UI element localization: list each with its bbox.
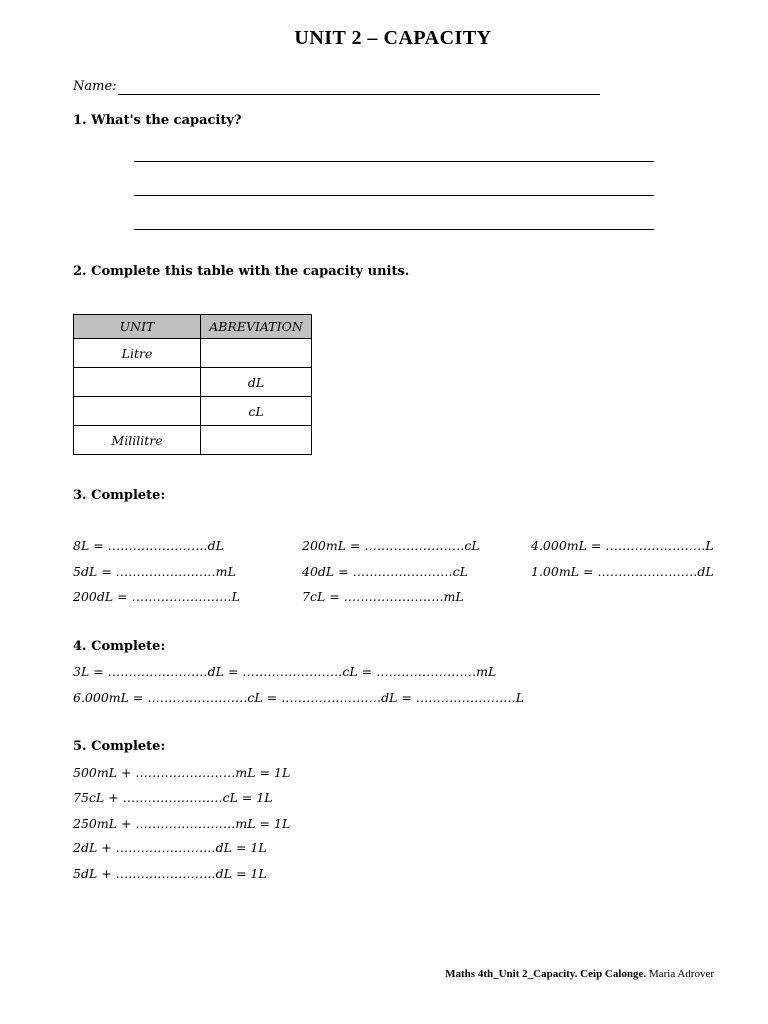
table-cutoff-mask: [70, 455, 320, 469]
question-5-label: 5. Complete:: [73, 739, 166, 754]
unit-cell[interactable]: [74, 368, 201, 397]
exercise-item: 7cL = ……………………mL: [302, 589, 464, 604]
question-2-label: 2. Complete this table with the capacity units.: [73, 264, 410, 279]
exercise-item: 3L = ……………………dL = ……………………cL = ……………………mL: [73, 664, 497, 679]
exercise-item: 8L = ……………………dL: [73, 538, 224, 553]
footer-author: Maria Adrover: [648, 968, 714, 980]
exercise-item: 5dL + ……………………dL = 1L: [73, 866, 267, 881]
exercise-item: 200mL = ……………………cL: [302, 538, 480, 553]
capacity-units-table: [73, 314, 312, 455]
exercise-item: 4.000mL = ……………………L: [531, 538, 714, 553]
exercise-item: 1.00mL = ……………………dL: [531, 564, 714, 579]
question-1-label: 1. What's the capacity?: [73, 113, 242, 128]
name-field[interactable]: [118, 94, 600, 95]
abreviation-cell[interactable]: [201, 426, 312, 455]
footer-course: Maths 4th_Unit 2_Capacity. Ceip Calonge.: [445, 968, 647, 980]
exercise-item: 2dL + ……………………dL = 1L: [73, 840, 267, 855]
answer-line-1[interactable]: [134, 161, 654, 162]
exercise-item: 6.000mL = ……………………cL = ……………………dL = ……………………L: [73, 690, 525, 705]
abreviation-cell[interactable]: dL: [201, 368, 312, 397]
table-row: [74, 426, 312, 455]
header-unit: UNIT: [74, 315, 201, 339]
exercise-item: 40dL = ……………………cL: [302, 564, 468, 579]
table-row: [74, 397, 312, 426]
exercise-item: 200dL = ……………………L: [73, 589, 240, 604]
table-row: [74, 339, 312, 368]
table-row: [74, 368, 312, 397]
exercise-item: 75cL + ……………………cL = 1L: [73, 790, 273, 805]
question-4-label: 4. Complete:: [73, 639, 166, 654]
abreviation-cell[interactable]: [201, 339, 312, 368]
answer-line-2[interactable]: [134, 195, 654, 196]
question-3-label: 3. Complete:: [73, 488, 166, 503]
name-label: Name:: [73, 79, 117, 94]
exercise-item: 250mL + ……………………mL = 1L: [73, 816, 291, 831]
exercise-item: 5dL = ……………………mL: [73, 564, 236, 579]
header-abreviation: ABREVIATION: [201, 315, 312, 339]
unit-cell[interactable]: Mililitre: [74, 426, 201, 455]
table-header-row: [74, 315, 312, 339]
answer-line-3[interactable]: [134, 229, 654, 230]
unit-cell[interactable]: [74, 397, 201, 426]
page-title: UNIT 2 – CAPACITY: [294, 27, 492, 49]
unit-cell[interactable]: Litre: [74, 339, 201, 368]
exercise-item: 500mL + ……………………mL = 1L: [73, 765, 291, 780]
abreviation-cell[interactable]: cL: [201, 397, 312, 426]
page-footer: [445, 968, 714, 980]
